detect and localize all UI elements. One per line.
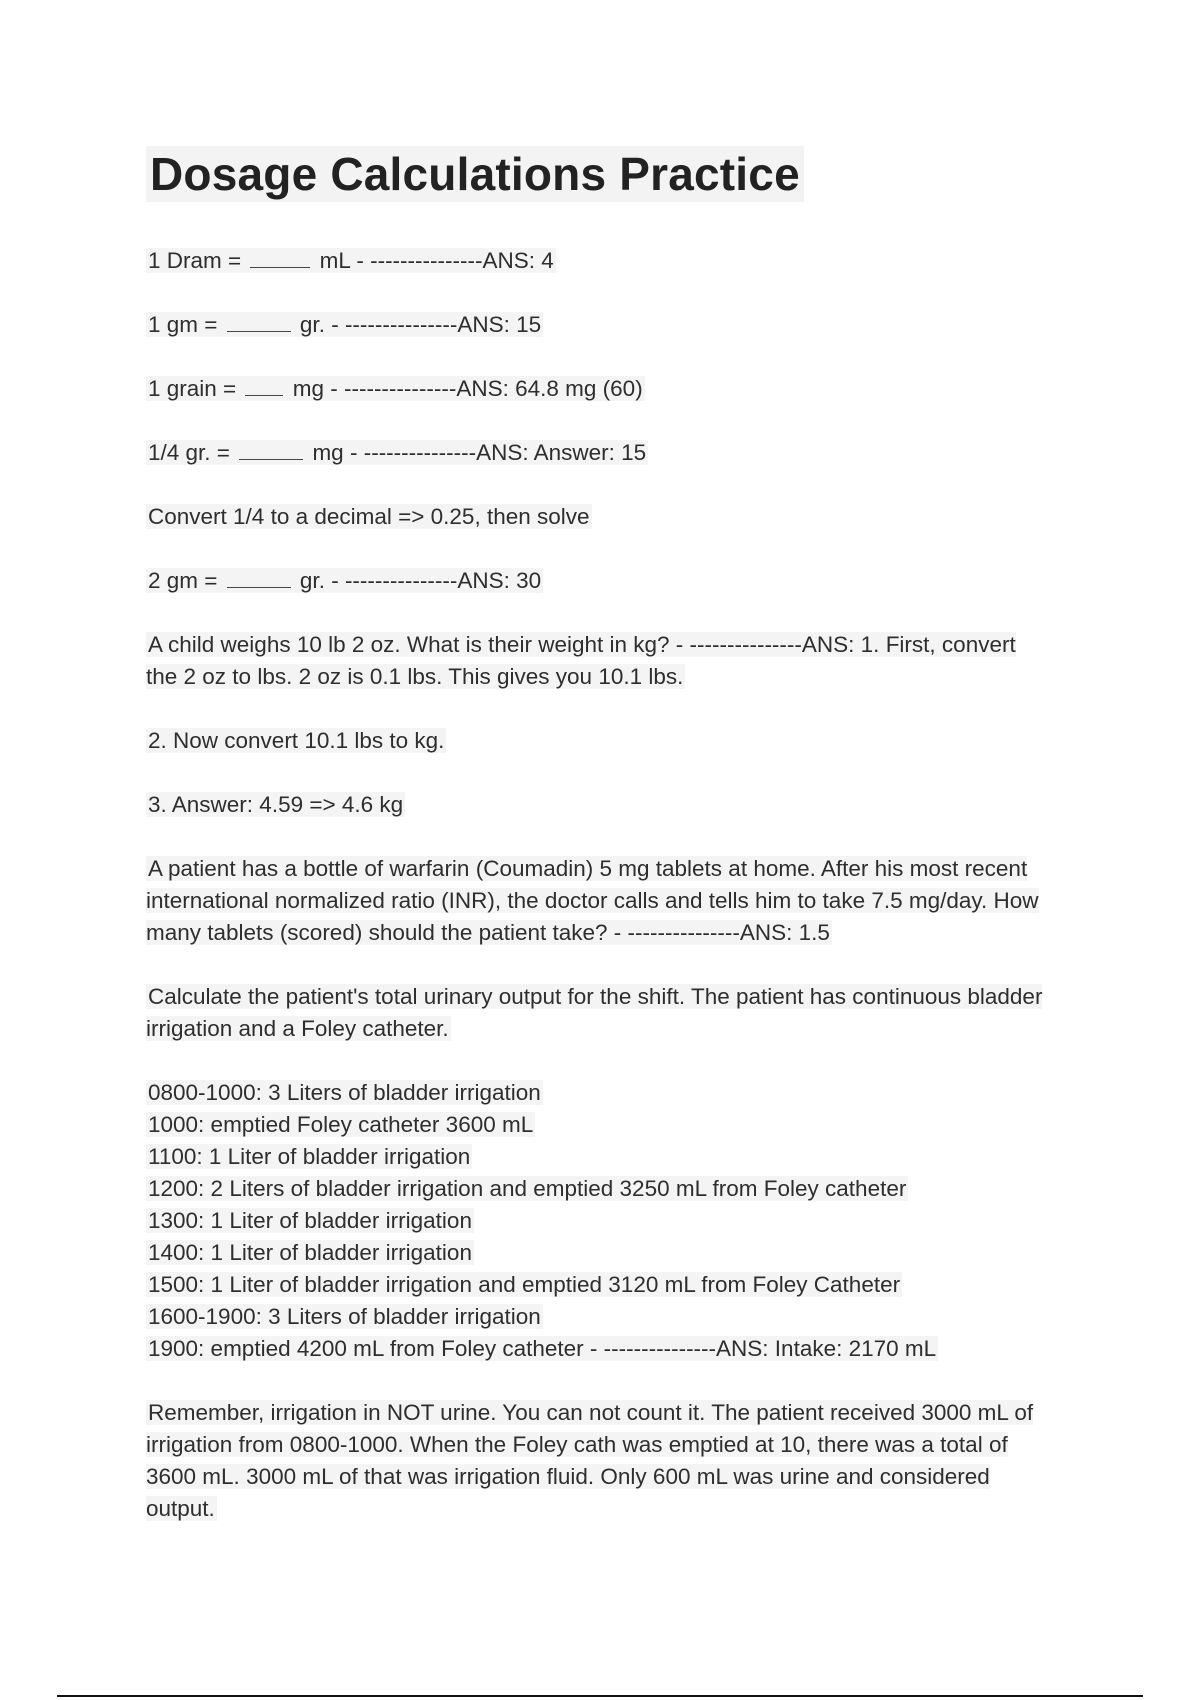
- question-urinary-output: Calculate the patient's total urinary output for the shift. The patient has continuous bladder irrigation and a Foley catheter.: [146, 984, 1043, 1041]
- question-quarter-grain: [146, 437, 1046, 469]
- log-line: 1500: 1 Liter of bladder irrigation and emptied 3120 mL from Foley Catheter: [148, 1272, 901, 1297]
- question-warfarin: A patient has a bottle of warfarin (Coumadin) 5 mg tablets at home. After his most recent international normalized ratio (INR), the doctor calls and tells him to take 7.5 mg/day. How many tablets (scored) should the patient take? - ---------------ANS: 1.5: [146, 856, 1039, 945]
- log-line: 1300: 1 Liter of bladder irrigation: [148, 1208, 472, 1233]
- question-grain: [146, 373, 1046, 405]
- answer-blank: [227, 565, 291, 588]
- question-gram: [146, 309, 1046, 341]
- answer-text: ---------------ANS: 15: [344, 312, 542, 337]
- urinary-output-explanation: Remember, irrigation in NOT urine. You can not count it. The patient received 3000 mL of irrigation from 0800-1000. When the Foley cath was emptied at 10, there was a total of 3600 mL. 3000 mL of that was irrigation fluid. Only 600 mL was urine and considered output.: [146, 1400, 1034, 1521]
- answer-text: ---------------ANS: 30: [344, 568, 542, 593]
- log-line: 1900: emptied 4200 mL from Foley catheter - ---------------ANS: Intake: 2170 mL: [148, 1336, 937, 1361]
- question-text: 1 gm = gr. - ---------------ANS: 15: [146, 312, 543, 337]
- log-line: 0800-1000: 3 Liters of bladder irrigation: [148, 1080, 541, 1105]
- question-text: 2 gm = gr. - ---------------ANS: 30: [146, 568, 543, 593]
- answer-text: ---------------ANS: Answer: 15: [363, 440, 647, 465]
- answer-blank: [227, 309, 291, 332]
- irrigation-log: [146, 1077, 1046, 1365]
- page-title: Dosage Calculations Practice: [146, 146, 804, 202]
- log-line: 1100: 1 Liter of bladder irrigation: [148, 1144, 471, 1169]
- question-text: 1 Dram = mL - ---------------ANS: 4: [146, 248, 556, 273]
- page-bottom-rule: [57, 1695, 1143, 1697]
- child-weight-step-3: 3. Answer: 4.59 => 4.6 kg: [148, 792, 404, 817]
- child-weight-step-2: 2. Now convert 10.1 lbs to kg.: [148, 728, 445, 753]
- question-child-weight: A child weighs 10 lb 2 oz. What is their weight in kg? - ---------------ANS: 1. First, convert the 2 oz to lbs. 2 oz is 0.1 lbs. This gives you 10.1 lbs.: [146, 632, 1016, 689]
- question-two-gram: [146, 565, 1046, 597]
- answer-blank: [250, 245, 310, 268]
- question-dram: [146, 245, 1046, 277]
- question-text: 1 grain = mg - ---------------ANS: 64.8 mg (60): [146, 376, 645, 401]
- log-line: 1600-1900: 3 Liters of bladder irrigation: [148, 1304, 541, 1329]
- answer-blank: [245, 373, 283, 396]
- answer-blank: [239, 437, 303, 460]
- log-line: 1000: emptied Foley catheter 3600 mL: [148, 1112, 534, 1137]
- log-line: 1200: 2 Liters of bladder irrigation and emptied 3250 mL from Foley catheter: [148, 1176, 907, 1201]
- question-quarter-grain-note: Convert 1/4 to a decimal => 0.25, then solve: [148, 504, 590, 529]
- answer-text: ---------------ANS: 4: [370, 248, 554, 273]
- question-text: 1/4 gr. = mg - ---------------ANS: Answer: 15: [146, 440, 648, 465]
- document-body: [146, 245, 1046, 1557]
- answer-text: ---------------ANS: 64.8 mg (60): [343, 376, 643, 401]
- log-line: 1400: 1 Liter of bladder irrigation: [148, 1240, 472, 1265]
